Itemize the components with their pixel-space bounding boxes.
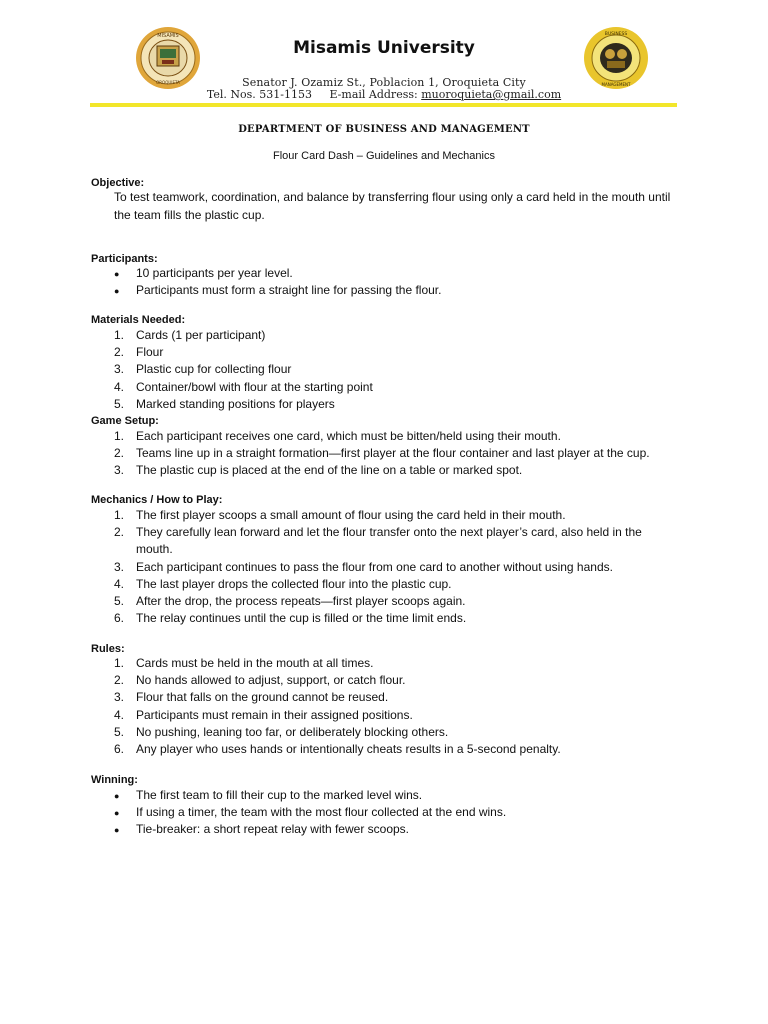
list-item: 1. Each participant receives one card, which must be bitten/held using their mouth. bbox=[114, 429, 561, 443]
list-item: 3. Each participant continues to pass the flour from one card to another without using hands. bbox=[114, 559, 613, 574]
rules-heading: Rules: bbox=[91, 643, 125, 655]
rules-list bbox=[114, 655, 674, 758]
university-address: Senator J. Ozamiz St., Poblacion 1, Oroquieta City bbox=[242, 76, 526, 89]
list-item: 3. The plastic cup is placed at the end of the line on a table or marked spot. bbox=[114, 463, 523, 478]
mechanics-list bbox=[114, 507, 674, 627]
list-item: 6. Any player who uses hands or intentionally cheats results in a 5-second penalty. bbox=[114, 742, 561, 757]
document-title: Flour Card Dash – Guidelines and Mechanics bbox=[273, 150, 495, 162]
svg-text:MANAGEMENT: MANAGEMENT bbox=[601, 82, 631, 87]
email-link[interactable]: muoroquieta@gmail.com bbox=[421, 88, 562, 101]
list-item: 1. Cards must be held in the mouth at all times. bbox=[114, 656, 374, 670]
list-item: 2. They carefully lean forward and let the flour transfer onto the next player’s card, also held in the mouth. bbox=[114, 525, 642, 557]
list-item: ● 10 participants per year level. bbox=[114, 266, 293, 280]
list-item: 4. Container/bowl with flour at the starting point bbox=[114, 379, 373, 394]
mechanics-heading: Mechanics / How to Play: bbox=[91, 494, 223, 506]
winning-heading: Winning: bbox=[91, 774, 138, 786]
winning-list bbox=[114, 787, 674, 839]
letterhead bbox=[0, 0, 768, 112]
list-item: 1. The first player scoops a small amount of flour using the card held in their mouth. bbox=[114, 508, 566, 522]
list-item: 3. Plastic cup for collecting flour bbox=[114, 362, 292, 377]
list-item: ● The first team to fill their cup to the marked level wins. bbox=[114, 788, 423, 802]
setup-heading: Game Setup: bbox=[91, 415, 159, 427]
university-name: Misamis University bbox=[293, 38, 475, 58]
list-item: 6. The relay continues until the cup is filled or the time limit ends. bbox=[114, 611, 467, 626]
objective-text: To test teamwork, coordination, and balance by transferring flour using only a card held in the mouth until the team fills the plastic cup. bbox=[114, 190, 671, 222]
participants-list bbox=[114, 265, 674, 299]
telephone-numbers: Tel. Nos. 531-1153 bbox=[206, 88, 312, 101]
list-item: ● If using a timer, the team with the most flour collected at the end wins. bbox=[114, 805, 507, 820]
list-item: 4. The last player drops the collected flour into the plastic cup. bbox=[114, 576, 452, 591]
materials-list bbox=[114, 327, 674, 413]
list-item: 2. Teams line up in a straight formation—first player at the flour container and last player at the cup. bbox=[114, 446, 650, 461]
department-heading: DEPARTMENT OF BUSINESS AND MANAGEMENT bbox=[238, 124, 530, 135]
list-item: 4. Participants must remain in their assigned positions. bbox=[114, 707, 413, 722]
list-item: 5. Marked standing positions for players bbox=[114, 396, 335, 411]
header-divider bbox=[90, 103, 677, 107]
setup-list bbox=[114, 428, 674, 480]
list-item: ● Tie-breaker: a short repeat relay with fewer scoops. bbox=[114, 822, 410, 837]
list-item: 3. Flour that falls on the ground cannot be reused. bbox=[114, 690, 389, 705]
svg-text:MISAMIS: MISAMIS bbox=[157, 33, 179, 39]
list-item: 2. No hands allowed to adjust, support, or catch flour. bbox=[114, 673, 406, 688]
list-item: 5. No pushing, leaning too far, or deliberately blocking others. bbox=[114, 724, 449, 739]
participants-heading: Participants: bbox=[91, 253, 158, 265]
objective-heading: Objective: bbox=[91, 177, 145, 189]
list-item: 5. After the drop, the process repeats—first player scoops again. bbox=[114, 594, 466, 609]
materials-heading: Materials Needed: bbox=[91, 314, 186, 326]
list-item: 2. Flour bbox=[114, 345, 164, 360]
contact-line bbox=[0, 88, 768, 101]
svg-text:OROQUIETA: OROQUIETA bbox=[156, 80, 180, 85]
email-label: E-mail Address: bbox=[329, 88, 418, 101]
list-item: 1. Cards (1 per participant) bbox=[114, 328, 266, 342]
list-item: ● Participants must form a straight line for passing the flour. bbox=[114, 283, 442, 298]
svg-text:BUSINESS: BUSINESS bbox=[604, 32, 628, 37]
